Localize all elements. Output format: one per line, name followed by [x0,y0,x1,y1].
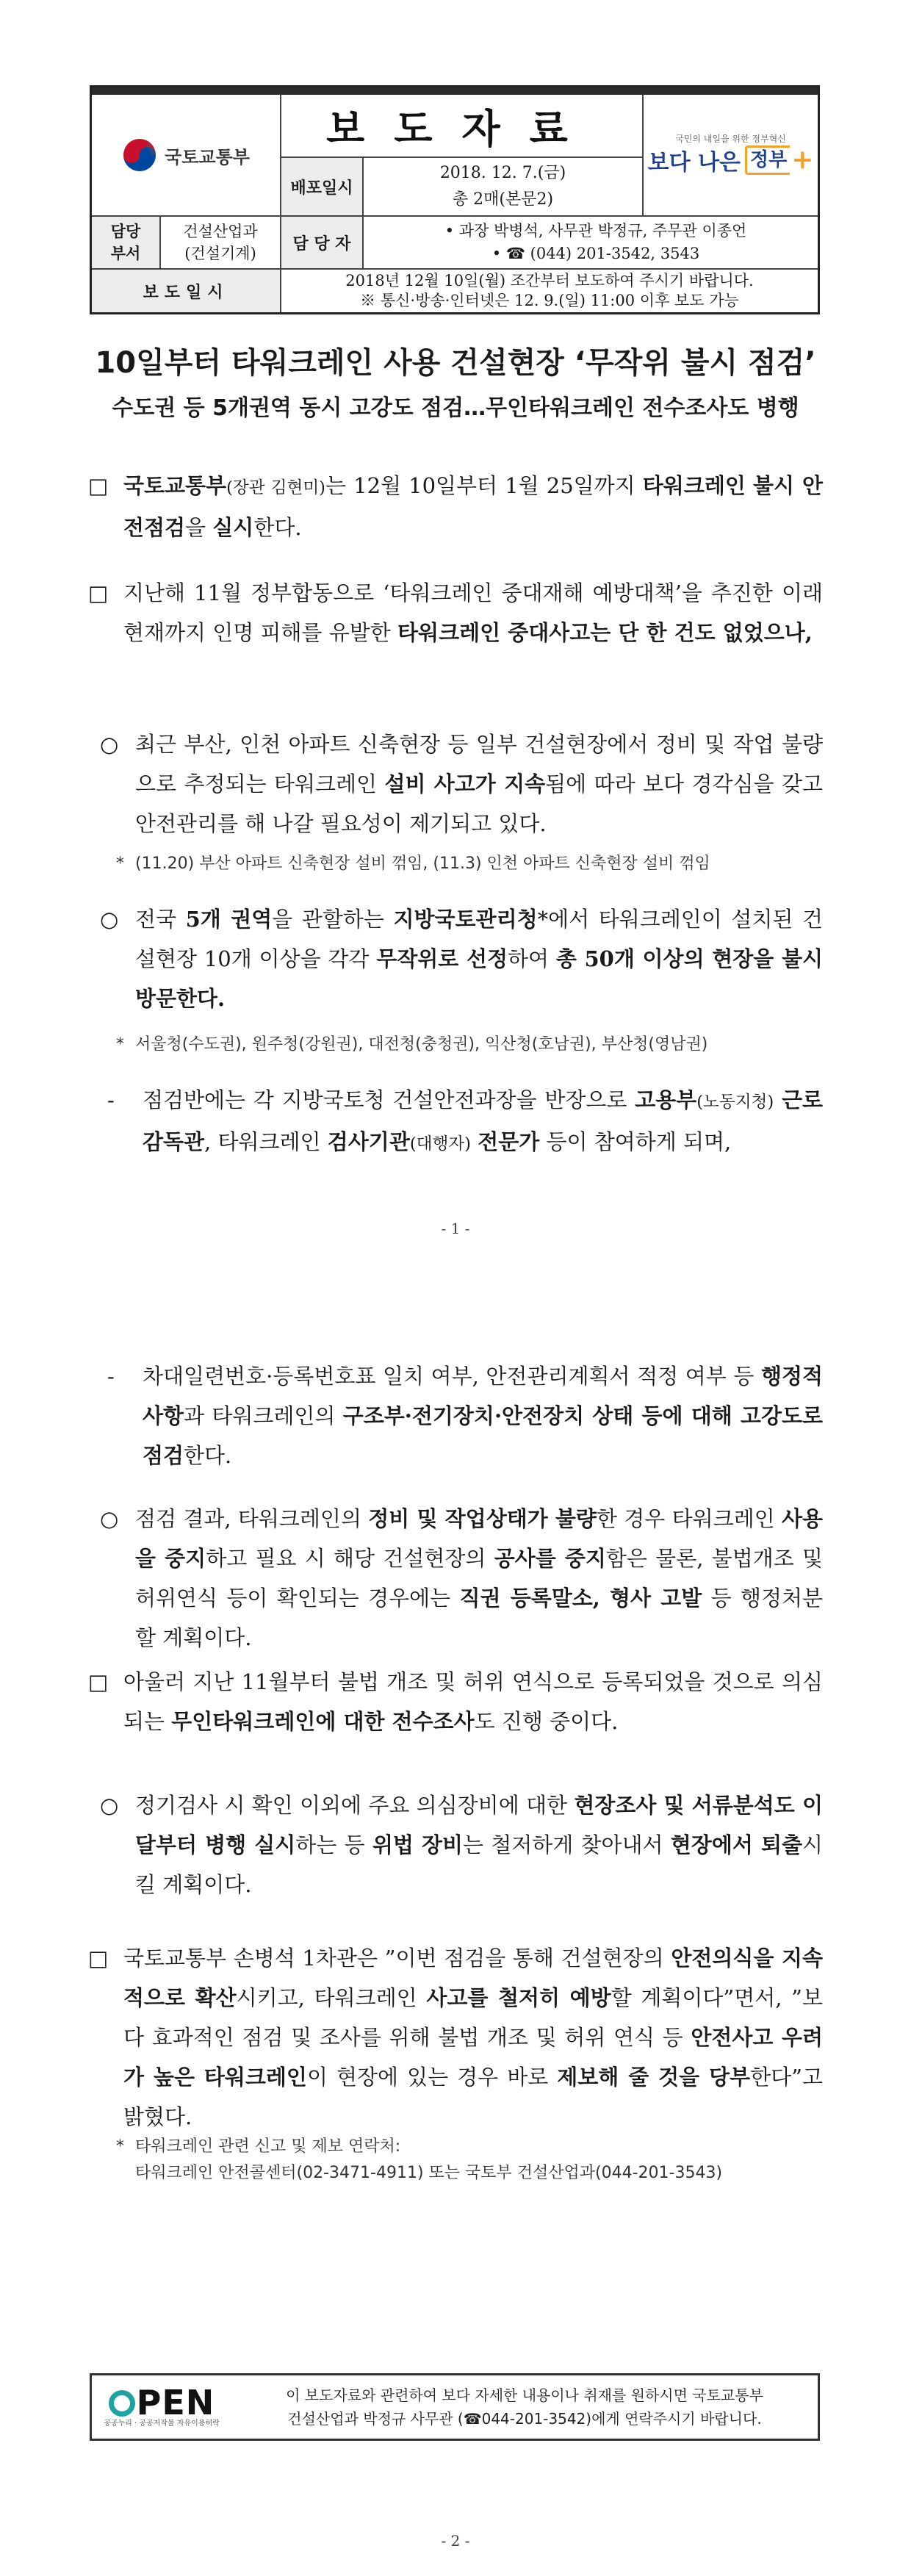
note2-text: 서울청(수도권), 원주청(강원권), 대전청(충청권), 익산청(호남권), 부산청(영남권) [135,1035,708,1054]
p10-s1: 국토교통부 손병석 1차관은 ”이번 점검을 통해 건설현장의 [123,1946,671,1971]
p6-s2: 행정적 사항 [143,1364,823,1428]
p10-s7: 이 현장에 있는 경우 바로 [306,2065,558,2090]
release-date-label: 배포일시 [281,158,364,217]
circle-bullet: ○ [100,1506,119,1531]
page-number-2: - 2 - [441,2532,470,2550]
p7-s4: 사용을 중지 [135,1506,823,1571]
dept-label-line2: 부서 [110,244,141,262]
p5-s4: 근로감독관 [143,1087,823,1154]
embargo-line1: 2018년 12월 10일(월) 조간부터 보도하여 주시기 바랍니다. [345,272,754,289]
p10-s9: 한다”고 밝혔다. [123,2065,824,2129]
square-bullet: □ [88,580,109,605]
paragraph-7 [100,1499,824,1658]
p9-s1: 정기검사 시 확인 이외에 주요 의심장비에 대한 [135,1793,575,1818]
footer-contact-text [231,2383,818,2431]
p1-s8: 한다. [253,515,302,540]
main-title: 10일부터 타워크레인 사용 건설현장 ‘무작위 불시 점검’ [95,346,816,380]
open-word-text: PEN [136,2383,215,2422]
p4-s8: 총 50개 이상의 현장을 불시 방문한다. [135,946,824,1011]
ministry-logo-cell [92,95,281,217]
paragraph-10 [88,1938,824,2137]
paragraph-6 [107,1356,823,1475]
p3-s1: 최근 부산, 인천 아파트 신축현장 등 일부 건설현장에서 정비 및 작업 불량으로 추정되는 타워크레인 [135,732,823,796]
dash-bullet: - [107,1364,115,1389]
p8-s3: 도 진행 중이다. [474,1709,619,1734]
dash-bullet: - [107,1087,115,1112]
dept-name-line2: (건설기계) [184,245,256,262]
press-release-header [90,85,820,314]
circle-bullet: ○ [100,907,119,932]
embargo-value [281,270,818,312]
footer-line2: 건설산업과 박정규 사무관 (☎044-201-3542)에게 연락주시기 바랍니다. [287,2410,762,2428]
paragraph-8 [88,1662,823,1741]
note-1 [116,851,823,877]
p10-s5: 할 계획이다”면서, ”보다 효과적인 점검 및 조사를 위해 불법 개조 및 허위 연식 등 [123,1985,823,2050]
p5-s3: (노동지청) [696,1093,774,1112]
release-date-value [364,158,644,217]
p1-s5: 불시 안전점검 [123,473,824,540]
p4-s5: *에서 타워크레인이 설치된 건설현장 10개 이상을 각각 [135,907,823,971]
p5-s6: 검사기관 [327,1129,410,1154]
sub-title: 수도권 등 5개권역 동시 고강도 점검…무인타워크레인 전수조사도 병행 [112,395,799,421]
p1-s6: 을 [185,515,213,540]
better-government-logo-cell [644,95,818,217]
p5-s5: , 타워크레인 [204,1129,328,1154]
dept-name-line1: 건설산업과 [183,223,258,240]
p2-s2: 타워크레인 중대사고는 단 한 건도 없었으나, [397,620,813,645]
p7-s2: 정비 및 작업상태가 불량 [368,1506,597,1531]
ministry-name: 국토교통부 [165,146,250,168]
asterisk-mark: * [116,2137,124,2156]
paragraph-1 [88,466,824,547]
manager-label: 담 당 자 [281,217,364,270]
taegeuk-emblem-icon [122,137,157,173]
p1-s2: (장관 김현미) [226,478,325,497]
p10-s4: 사고를 철저히 예방 [426,1985,611,2010]
asterisk-mark: * [116,855,124,873]
p9-s6: 현장에서 퇴출 [670,1832,802,1857]
embargo-line2: ※ 통신·방송·인터넷은 12. 9.(일) 11:00 이후 보도 가능 [360,292,739,309]
footer-line1: 이 보도자료와 관련하여 보다 자세한 내용이나 취재를 원하시면 국토교통부 [286,2386,763,2404]
asterisk-mark: * [116,1035,124,1054]
release-date: 2018. 12. 7.(금) [439,164,566,182]
better-gov-bracket: 정부 [745,145,790,175]
p6-s3: 과 타워크레인의 [184,1403,343,1428]
p9-s4: 위법 장비 [372,1832,463,1857]
p8-s1: 아울러 지난 11월부터 불법 개조 및 허위 연식으로 등록되었을 것으로 의심되는 [123,1669,823,1734]
square-bullet: □ [88,1946,109,1971]
p9-s2: 현장조사 및 서류분석도 이달부터 병행 실시 [135,1793,823,1857]
square-bullet: □ [88,1669,109,1694]
note-2 [116,1032,823,1058]
page-count: 총 2매(본문2) [452,190,554,209]
p3-s2: 설비 사고가 지속 [384,771,546,796]
paragraph-2 [88,573,823,652]
paragraph-4 [100,899,824,1018]
p7-s6: 공사를 중지 [494,1546,606,1571]
p5-s2: 고용부 [635,1087,697,1112]
p4-s4: 지방국토관리청 [393,907,538,932]
open-license-logo [92,2383,231,2428]
p5-s1: 점검반에는 각 지방국토청 건설안전과장을 반장으로 [143,1087,635,1112]
ministry-logo [122,137,250,173]
p5-s8: 전문가 [478,1129,540,1154]
paragraph-3 [100,724,824,843]
p1-s7: 실시 [212,515,254,540]
p10-s8: 제보해 줄 것을 당부 [557,2065,751,2090]
better-gov-tagline: 국민의 내일을 위한 정부혁신 [675,134,786,144]
better-gov-text: 보다 나은 [647,150,741,176]
better-government-logo [648,134,814,176]
p7-s1: 점검 결과, 타워크레인의 [135,1506,369,1531]
p7-s8: 직권 등록말소, 형사 고발 [459,1586,702,1611]
p7-s5: 하고 필요 시 해당 건설현장의 [206,1546,494,1571]
manager-phone: • ☎ (044) 201-3542, 3543 [491,245,700,262]
p5-s9: 등이 참여하게 되며, [539,1129,732,1154]
p5-s7: (대행자) [409,1134,472,1154]
p8-s2: 무인타워크레인에 대한 전수조사 [171,1709,475,1734]
dept-value [161,217,281,270]
plus-icon: + [791,145,814,175]
note3-line2: 타워크레인 안전콜센터(02-3471-4911) 또는 국토부 건설산업과(044-201-3543) [135,2164,723,2182]
dept-label [92,217,161,270]
p9-s3: 하는 등 [295,1832,372,1857]
embargo-label: 보도일시 [92,270,281,312]
p9-s7: 시킬 계획이다. [135,1832,824,1897]
p3-s3: 됨에 따라 보다 경각심을 갖고 안전관리를 해 나갈 필요성이 제기되고 있다. [135,771,824,836]
p6-s4: 구조부·전기장치·안전장치 상태 등에 대해 고강도로 점검 [143,1403,823,1468]
note3-line1: 타워크레인 관련 신고 및 제보 연락처: [135,2137,401,2156]
p1-s4: 타워크레인 [642,473,746,498]
p9-s5: 는 철저하게 찾아내서 [462,1832,671,1857]
circle-bullet: ○ [100,1793,119,1818]
p7-s3: 한 경우 타워크레인 [596,1506,782,1531]
manager-names: • 과장 박병석, 사무관 박정규, 주무관 이종언 [444,222,747,240]
contact-footer [90,2373,820,2441]
note1-text: (11.20) 부산 아파트 신축현장 설비 꺾임, (11.3) 인천 아파트 신축현장 설비 꺾임 [135,855,710,873]
p7-s9: 등 행정처분할 계획이다. [135,1586,823,1650]
p10-s6: 안전사고 우려가 높은 타워크레인 [123,2025,823,2090]
header-top-band [92,87,818,95]
p7-s7: 함은 물론, 불법개조 및 허위연식 등이 확인되는 경우에는 [135,1546,824,1611]
p4-s3: 을 관할하는 [272,907,394,932]
doc-type-title: 보도자료 [281,95,644,158]
note-3 [116,2134,823,2187]
p4-s2: 5개 권역 [185,907,273,932]
better-gov-row [648,144,814,176]
p2-s1: 지난해 11월 정부합동으로 ‘타워크레인 중대재해 예방대책’을 추진한 이래 현재까지 인명 피해를 유발한 [123,580,823,645]
p4-s1: 전국 [135,907,186,932]
p1-s1: 국토교통부 [123,473,227,498]
p1-s3: 는 12월 10일부터 1월 25일까지 [325,473,643,498]
square-bullet: □ [88,473,109,498]
open-logo-subtext: 공공누리 · 공공저작물 자유이용허락 [104,2420,220,2428]
open-o-icon [109,2390,135,2417]
p10-s3: 시키고, 타워크레인 [236,1985,427,2010]
manager-value [364,217,818,270]
p10-s2: 안전의식을 지속적으로 확산 [123,1946,823,2010]
open-logo-word [109,2383,215,2422]
p6-s5: 한다. [184,1443,232,1468]
p6-s1: 차대일련번호·등록번호표 일치 여부, 안전관리계획서 적정 여부 등 [143,1364,761,1389]
paragraph-5 [107,1080,823,1164]
page-number-1: - 1 - [441,1220,470,1237]
paragraph-9 [100,1785,824,1904]
dept-label-line1: 담당 [110,222,141,240]
circle-bullet: ○ [100,732,119,757]
p4-s7: 하여 [507,946,556,971]
p4-s6: 무작위로 선정 [376,946,508,971]
